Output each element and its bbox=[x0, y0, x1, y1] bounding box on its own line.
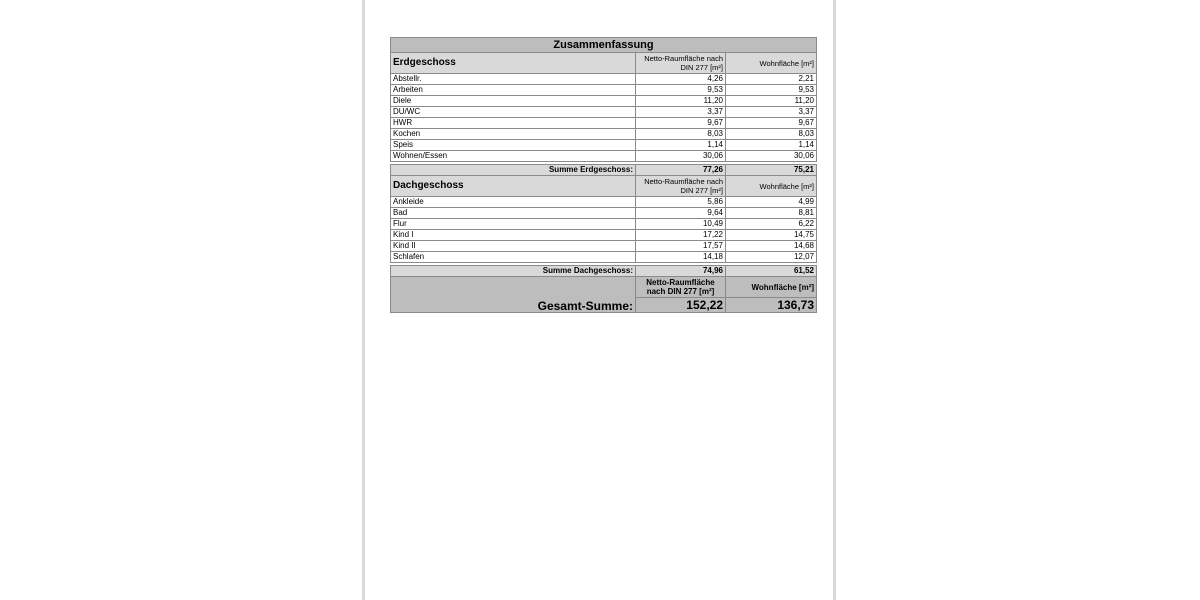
column-header-net-area: Netto-Raumfläche nach DIN 277 [m²] bbox=[636, 277, 726, 298]
room-net-area: 9,53 bbox=[636, 85, 726, 96]
sum-living-area: 75,21 bbox=[726, 165, 817, 176]
sum-living-area: 61,52 bbox=[726, 266, 817, 277]
room-name: Speis bbox=[391, 140, 636, 151]
sum-label: Summe Dachgeschoss: bbox=[391, 266, 636, 277]
room-living-area: 2,21 bbox=[726, 74, 817, 85]
room-name: Flur bbox=[391, 219, 636, 230]
room-name: Wohnen/Essen bbox=[391, 151, 636, 162]
room-net-area: 9,64 bbox=[636, 208, 726, 219]
table-row bbox=[391, 118, 817, 129]
room-name: Diele bbox=[391, 96, 636, 107]
room-name: Abstellr. bbox=[391, 74, 636, 85]
section-header-dachgeschoss bbox=[391, 176, 817, 197]
table-row bbox=[391, 230, 817, 241]
room-net-area: 4,26 bbox=[636, 74, 726, 85]
table-row bbox=[391, 74, 817, 85]
room-living-area: 6,22 bbox=[726, 219, 817, 230]
room-net-area: 3,37 bbox=[636, 107, 726, 118]
room-net-area: 14,18 bbox=[636, 252, 726, 263]
room-living-area: 8,03 bbox=[726, 129, 817, 140]
column-header-living-area: Wohnfläche [m²] bbox=[726, 176, 817, 197]
table-title-row bbox=[391, 38, 817, 53]
room-living-area: 12,07 bbox=[726, 252, 817, 263]
table-row bbox=[391, 151, 817, 162]
table-row bbox=[391, 197, 817, 208]
table-row bbox=[391, 252, 817, 263]
room-living-area: 30,06 bbox=[726, 151, 817, 162]
table-row bbox=[391, 129, 817, 140]
grand-total-net-area: 152,22 bbox=[636, 298, 726, 313]
room-living-area: 9,53 bbox=[726, 85, 817, 96]
sum-net-area: 77,26 bbox=[636, 165, 726, 176]
section-header-erdgeschoss bbox=[391, 53, 817, 74]
room-net-area: 11,20 bbox=[636, 96, 726, 107]
room-net-area: 9,67 bbox=[636, 118, 726, 129]
table-row bbox=[391, 85, 817, 96]
section-title: Erdgeschoss bbox=[391, 53, 636, 74]
room-name: Schlafen bbox=[391, 252, 636, 263]
table-row bbox=[391, 107, 817, 118]
room-living-area: 14,68 bbox=[726, 241, 817, 252]
room-name: Arbeiten bbox=[391, 85, 636, 96]
grand-total-label: Gesamt-Summe: bbox=[391, 277, 636, 313]
room-name: DU/WC bbox=[391, 107, 636, 118]
room-living-area: 14,75 bbox=[726, 230, 817, 241]
table-row bbox=[391, 241, 817, 252]
column-header-living-area: Wohnfläche [m²] bbox=[726, 277, 817, 298]
room-name: HWR bbox=[391, 118, 636, 129]
room-net-area: 1,14 bbox=[636, 140, 726, 151]
room-name: Kochen bbox=[391, 129, 636, 140]
sum-row-dachgeschoss bbox=[391, 266, 817, 277]
room-net-area: 5,86 bbox=[636, 197, 726, 208]
table-title: Zusammenfassung bbox=[391, 38, 817, 53]
table-row bbox=[391, 140, 817, 151]
table-row bbox=[391, 219, 817, 230]
sum-row-erdgeschoss bbox=[391, 165, 817, 176]
room-net-area: 17,22 bbox=[636, 230, 726, 241]
table-row bbox=[391, 96, 817, 107]
room-net-area: 30,06 bbox=[636, 151, 726, 162]
room-living-area: 11,20 bbox=[726, 96, 817, 107]
sum-net-area: 74,96 bbox=[636, 266, 726, 277]
room-net-area: 10,49 bbox=[636, 219, 726, 230]
room-living-area: 1,14 bbox=[726, 140, 817, 151]
total-header-row bbox=[391, 277, 817, 298]
document-page[interactable] bbox=[362, 0, 836, 600]
column-header-net-area: Netto-Raumfläche nach DIN 277 [m²] bbox=[636, 176, 726, 197]
summary-table bbox=[390, 37, 817, 313]
column-header-living-area: Wohnfläche [m²] bbox=[726, 53, 817, 74]
room-name: Kind II bbox=[391, 241, 636, 252]
room-living-area: 4,99 bbox=[726, 197, 817, 208]
grand-total-living-area: 136,73 bbox=[726, 298, 817, 313]
room-name: Kind I bbox=[391, 230, 636, 241]
room-name: Ankleide bbox=[391, 197, 636, 208]
room-living-area: 8,81 bbox=[726, 208, 817, 219]
room-living-area: 9,67 bbox=[726, 118, 817, 129]
section-title: Dachgeschoss bbox=[391, 176, 636, 197]
column-header-net-area: Netto-Raumfläche nach DIN 277 [m²] bbox=[636, 53, 726, 74]
table-row bbox=[391, 208, 817, 219]
room-net-area: 8,03 bbox=[636, 129, 726, 140]
room-living-area: 3,37 bbox=[726, 107, 817, 118]
room-net-area: 17,57 bbox=[636, 241, 726, 252]
sum-label: Summe Erdgeschoss: bbox=[391, 165, 636, 176]
room-name: Bad bbox=[391, 208, 636, 219]
